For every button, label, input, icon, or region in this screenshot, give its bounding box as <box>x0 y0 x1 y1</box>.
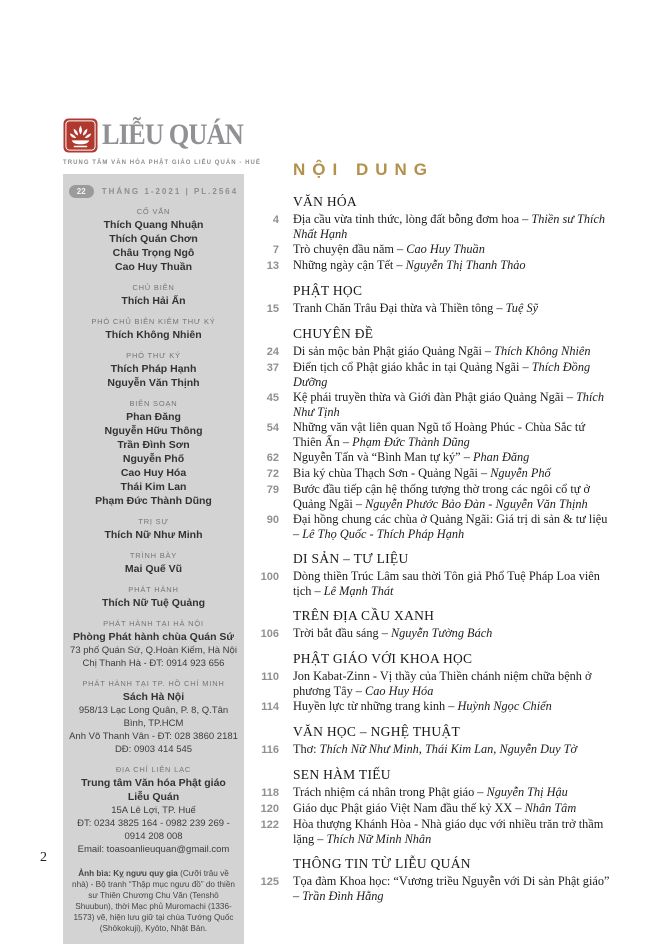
toc-entry-authors: Nguyễn Phố <box>490 466 551 480</box>
masthead-name: Nguyễn Phố <box>122 453 185 465</box>
masthead-section-label: TRỊ SỰ <box>138 517 169 526</box>
toc-entry-page: 62 <box>266 452 279 464</box>
toc-entry <box>247 258 615 274</box>
toc-section-title: PHẬT HỌC <box>293 283 363 298</box>
masthead-name: Thích Quang Nhuận <box>103 219 204 231</box>
toc-heading: NỘI DUNG <box>293 160 434 179</box>
toc-entry-text <box>293 817 615 847</box>
toc-entry-page: 72 <box>266 468 279 480</box>
toc-entry <box>247 344 615 360</box>
cover-note-lead: Ảnh bìa: Kỵ ngưu quy gia <box>78 869 178 878</box>
toc-entry-text <box>293 669 615 699</box>
toc-entry <box>247 390 615 420</box>
toc-entry-text <box>293 344 615 359</box>
masthead-detail: Anh Võ Thanh Vân - ĐT: 028 3860 2181 <box>69 731 238 742</box>
masthead-name: Châu Trọng Ngô <box>112 247 195 259</box>
masthead-name: Thái Kim Lan <box>120 481 187 493</box>
toc-entry-text <box>293 512 615 542</box>
toc-section-title: SEN HÀM TIẾU <box>293 767 391 782</box>
toc-entry-title: Kệ phái truyền thừa và Giới đàn Phật giáo Quảng Ngãi – <box>293 390 576 404</box>
toc-entry-page: 125 <box>260 876 279 888</box>
toc-entry-title: Hòa thượng Khánh Hòa - Nhà giáo dục với nhiều trăn trở thầm lặng – <box>293 817 604 846</box>
toc-entry <box>247 466 615 482</box>
toc-entry-page: 13 <box>266 260 279 272</box>
toc-entry-authors: Thích Đồng Dưỡng <box>293 360 591 389</box>
toc-entry-text <box>293 801 615 816</box>
toc-entry-page: 110 <box>261 671 279 683</box>
toc-entry <box>247 785 615 801</box>
toc-entry <box>247 817 615 847</box>
masthead-name: Thích Pháp Hạnh <box>110 363 197 375</box>
magazine-logo <box>63 116 244 154</box>
masthead-section <box>69 619 238 670</box>
toc-entry-text <box>293 360 615 390</box>
toc-entry-authors: Cao Huy Thuần <box>406 242 485 256</box>
toc-entry-authors: Phan Đăng <box>472 450 530 464</box>
table-of-contents <box>247 160 615 904</box>
cover-note-text: (Cưỡi trâu về nhà) - Bộ tranh “Thập mục ngưu đồ” do thiền sư Thiên Chương Chu Văn (Tenshō Shuubun), thời Mạc phủ Muromachi (1336-1573) vẽ, hiện lưu giữ tại chùa Tướng Quốc (Shōkokuji), Kyōto, Nhật Bản. <box>72 869 235 933</box>
toc-entry <box>247 626 615 642</box>
masthead-detail: Chị Thanh Hà - ĐT: 0914 923 656 <box>82 658 225 669</box>
toc-entry-text <box>293 258 615 273</box>
toc-entry-title: Trách nhiệm cá nhân trong Phật giáo – <box>293 785 487 799</box>
masthead-section-label: PHÓ CHỦ BIÊN KIÊM THƯ KÝ <box>91 317 216 326</box>
masthead-section-label: CHỦ BIÊN <box>132 283 175 292</box>
masthead-section <box>69 765 238 856</box>
masthead-detail: 958/13 Lạc Long Quân, P. 8, Q.Tân Bình, TP.HCM <box>78 705 229 729</box>
toc-entry-text <box>293 390 615 420</box>
toc-entry-title: Dòng thiền Trúc Lâm sau thời Tôn giả Phổ Tuệ Pháp Loa viên tịch – <box>293 569 600 598</box>
toc-entry-title: Địa cầu vừa tỉnh thức, lòng đất bỗng đơm hoa – <box>293 212 532 226</box>
masthead-section <box>69 399 238 508</box>
toc-section-title: VĂN HỌC – NGHỆ THUẬT <box>293 724 460 739</box>
lotus-seal-icon <box>63 118 98 153</box>
toc-sections <box>247 194 615 904</box>
toc-entry-page: 24 <box>266 346 279 358</box>
toc-entry-authors: Thích Nữ Như Minh, Thái Kim Lan, Nguyễn Duy Tờ <box>319 742 578 756</box>
masthead-name: Thích Nữ Như Minh <box>104 529 203 541</box>
toc-entry-page: 45 <box>266 392 279 404</box>
masthead-name: Sách Hà Nội <box>122 691 185 703</box>
toc-entry <box>247 301 615 317</box>
masthead-name: Thích Quán Chơn <box>109 233 198 245</box>
toc-entry-authors: Thích Nữ Minh Nhân <box>326 832 432 846</box>
masthead-section-label: ĐỊA CHỈ LIÊN LẠC <box>115 765 192 774</box>
toc-entry-text <box>293 482 615 512</box>
toc-entry-title: Trời bắt đầu sáng – <box>293 626 391 640</box>
toc-section-title: TRÊN ĐỊA CẦU XANH <box>293 608 435 623</box>
masthead-column <box>63 116 261 944</box>
toc-entry <box>247 212 615 242</box>
masthead-name: Cao Huy Hóa <box>120 467 187 479</box>
masthead-section <box>69 679 238 756</box>
toc-entry-title: Bước đầu tiếp cận hệ thống tượng thờ trong các ngôi cổ tự ở Quảng Ngãi – <box>293 482 590 511</box>
toc-section-title: PHẬT GIÁO VỚI KHOA HỌC <box>293 651 473 666</box>
toc-entry-page: 122 <box>260 819 279 831</box>
masthead-section-label: PHÁT HÀNH <box>128 585 179 594</box>
toc-entry-title: Đại hồng chung các chùa ở Quảng Ngãi: Giá trị di sản & tư liệu – <box>293 512 608 541</box>
page-number: 2 <box>40 850 47 865</box>
toc-entry-page: 54 <box>266 422 279 434</box>
toc-entry-authors: Phạm Đức Thành Dũng <box>352 435 470 449</box>
masthead-info-box <box>63 174 244 944</box>
toc-entry <box>247 242 615 258</box>
toc-entry-title: Jon Kabat-Zinn - Vị thầy của Thiền chánh niệm chữa bệnh ở phương Tây – <box>293 669 592 698</box>
toc-entry-title: Điển tịch cổ Phật giáo khắc in tại Quảng Ngãi – <box>293 360 532 374</box>
toc-entry-authors: Trần Đình Hằng <box>302 889 384 903</box>
toc-entry-text <box>293 420 615 450</box>
toc-entry <box>247 669 615 699</box>
toc-section-title: CHUYÊN ĐỀ <box>293 326 374 341</box>
toc-entry-page: 106 <box>260 628 279 640</box>
toc-entry-authors: Cao Huy Hóa <box>365 684 434 698</box>
masthead-section <box>69 551 238 576</box>
masthead-name: Nguyễn Văn Thịnh <box>107 377 200 389</box>
toc-entry-page: 118 <box>261 787 279 799</box>
masthead-detail: 73 phố Quán Sứ, Q.Hoàn Kiếm, Hà Nội <box>70 645 237 656</box>
toc-entry-authors: Thích Không Nhiên <box>494 344 591 358</box>
toc-entry-page: 100 <box>260 571 279 583</box>
masthead-sections <box>69 207 238 856</box>
toc-entry-page: 114 <box>261 701 279 713</box>
toc-entry <box>247 699 615 715</box>
toc-entry <box>247 512 615 542</box>
toc-entry-title: Tọa đàm Khoa học: “Vương triều Nguyễn với Di sản Phật giáo” – <box>293 874 610 903</box>
masthead-name: Phạm Đức Thành Dũng <box>95 495 212 507</box>
toc-entry-title: Bia ký chùa Thạch Sơn - Quảng Ngãi – <box>293 466 491 480</box>
masthead-name: Phan Đăng <box>126 411 181 423</box>
toc-entry-text <box>293 466 615 481</box>
toc-entry <box>247 360 615 390</box>
toc-entry-text <box>293 242 615 257</box>
toc-entry-title: Những ngày cận Tết – <box>293 258 406 272</box>
toc-entry <box>247 801 615 817</box>
masthead-name: Trung tâm Văn hóa Phật giáo Liễu Quán <box>81 777 226 803</box>
cover-note <box>69 868 238 934</box>
toc-entry-authors: Tuệ Sỹ <box>505 301 539 315</box>
toc-entry-authors: Nguyễn Tường Bách <box>390 626 493 640</box>
toc-entry-title: Huyền lực từ những trang kinh – <box>293 699 458 713</box>
masthead-section <box>69 351 238 390</box>
toc-entry-page: 15 <box>266 303 279 315</box>
toc-section-title: DI SẢN – TƯ LIỆU <box>293 551 409 566</box>
toc-entry-page: 79 <box>266 484 279 496</box>
toc-entry <box>247 482 615 512</box>
toc-entry-authors: Lê Thọ Quốc - Thích Pháp Hạnh <box>302 527 465 541</box>
masthead-section-label: PHÓ THƯ KÝ <box>126 351 181 360</box>
toc-entry-page: 7 <box>272 244 279 256</box>
toc-entry-title: Di sản mộc bản Phật giáo Quảng Ngãi – <box>293 344 495 358</box>
toc-entry-authors: Huỳnh Ngọc Chiến <box>457 699 552 713</box>
masthead-section-label: TRÌNH BÀY <box>129 551 178 560</box>
issue-date: THÁNG 1-2021 | PL.2564 <box>101 187 239 196</box>
toc-entry-page: 37 <box>266 362 279 374</box>
toc-entry-page: 120 <box>260 803 279 815</box>
toc-entry-page: 90 <box>266 514 279 526</box>
masthead-section-label: PHÁT HÀNH TẠI HÀ NỘI <box>103 619 204 628</box>
toc-entry <box>247 742 615 758</box>
masthead-name: Thích Hải Ấn <box>121 295 186 307</box>
toc-entry <box>247 569 615 599</box>
masthead-detail: Email: toasoanlieuquan@gmail.com <box>77 844 230 855</box>
toc-entry <box>247 450 615 466</box>
masthead-name: Phòng Phát hành chùa Quán Sứ <box>72 631 235 643</box>
toc-entry-text <box>293 569 615 599</box>
masthead-detail: 15A Lê Lợi, TP. Huế <box>111 805 196 816</box>
toc-entry-title: Giáo dục Phật giáo Việt Nam đầu thế kỷ XX – <box>293 801 525 815</box>
masthead-section <box>69 207 238 274</box>
masthead-name: Trần Đình Sơn <box>117 439 190 451</box>
toc-entry-text <box>293 785 615 800</box>
toc-entry-page: 4 <box>272 214 279 226</box>
toc-entry-text <box>293 742 615 757</box>
toc-entry-text <box>293 874 615 904</box>
masthead-section <box>69 283 238 308</box>
masthead-detail: DĐ: 0903 414 545 <box>114 744 193 755</box>
toc-entry-authors: Nguyễn Phước Bảo Đàn - Nguyễn Văn Thịnh <box>365 497 588 511</box>
toc-section-title: VĂN HÓA <box>293 194 357 209</box>
toc-entry-title: Thơ: <box>293 742 320 756</box>
toc-entry-title: Tranh Chăn Trâu Đại thừa và Thiền tông – <box>293 301 506 315</box>
toc-entry-text <box>293 450 615 465</box>
masthead-section <box>69 517 238 542</box>
masthead-name: Thích Nữ Tuệ Quảng <box>101 597 206 609</box>
toc-entry-page: 116 <box>261 744 279 756</box>
masthead-section <box>69 585 238 610</box>
toc-entry-title: Trò chuyện đầu năm – <box>293 242 407 256</box>
masthead-section-label: CỐ VẤN <box>136 207 171 216</box>
masthead-section-label: PHÁT HÀNH TẠI TP. HỒ CHÍ MINH <box>82 679 225 688</box>
toc-entry-authors: Lê Mạnh Thát <box>323 584 394 598</box>
masthead-name: Thích Không Nhiên <box>105 329 202 341</box>
issue-row <box>69 185 238 198</box>
toc-entry-authors: Nhân Tâm <box>524 801 577 815</box>
toc-entry-text <box>293 212 615 242</box>
toc-entry-authors: Nguyễn Thị Hậu <box>486 785 568 799</box>
masthead-name: Cao Huy Thuần <box>114 261 192 273</box>
toc-entry-authors: Nguyễn Thị Thanh Thảo <box>405 258 526 272</box>
masthead-section <box>69 317 238 342</box>
masthead-section-label: BIÊN SOẠN <box>129 399 178 408</box>
toc-entry-title: Nguyễn Tấn và “Bình Man tự ký” – <box>293 450 473 464</box>
toc-entry-authors: Thiền sư Thích Nhất Hạnh <box>293 212 606 241</box>
masthead-name: Nguyễn Hữu Thông <box>104 425 203 437</box>
issue-number-badge: 22 <box>69 185 94 198</box>
toc-entry-text <box>293 301 615 316</box>
toc-section-title: THÔNG TIN TỪ LIỄU QUÁN <box>293 856 471 871</box>
magazine-subtitle: TRUNG TÂM VĂN HÓA PHẬT GIÁO LIỄU QUÁN - HUẾ <box>63 160 261 166</box>
masthead-detail: ĐT: 0234 3825 164 - 0982 239 269 - 0914 208 008 <box>77 818 230 842</box>
masthead-name: Mai Quế Vũ <box>124 563 183 575</box>
toc-entry <box>247 420 615 450</box>
toc-entry-title: Những văn vật liên quan Ngũ tổ Hoàng Phúc - Chùa Sắc tứ Thiên Ấn – <box>293 420 586 449</box>
toc-entry-text <box>293 699 615 714</box>
toc-entry-text <box>293 626 615 641</box>
magazine-title: LIỄU QUÁN <box>102 118 243 151</box>
toc-entry <box>247 874 615 904</box>
toc-entry-authors: Thích Như Tịnh <box>293 390 604 419</box>
